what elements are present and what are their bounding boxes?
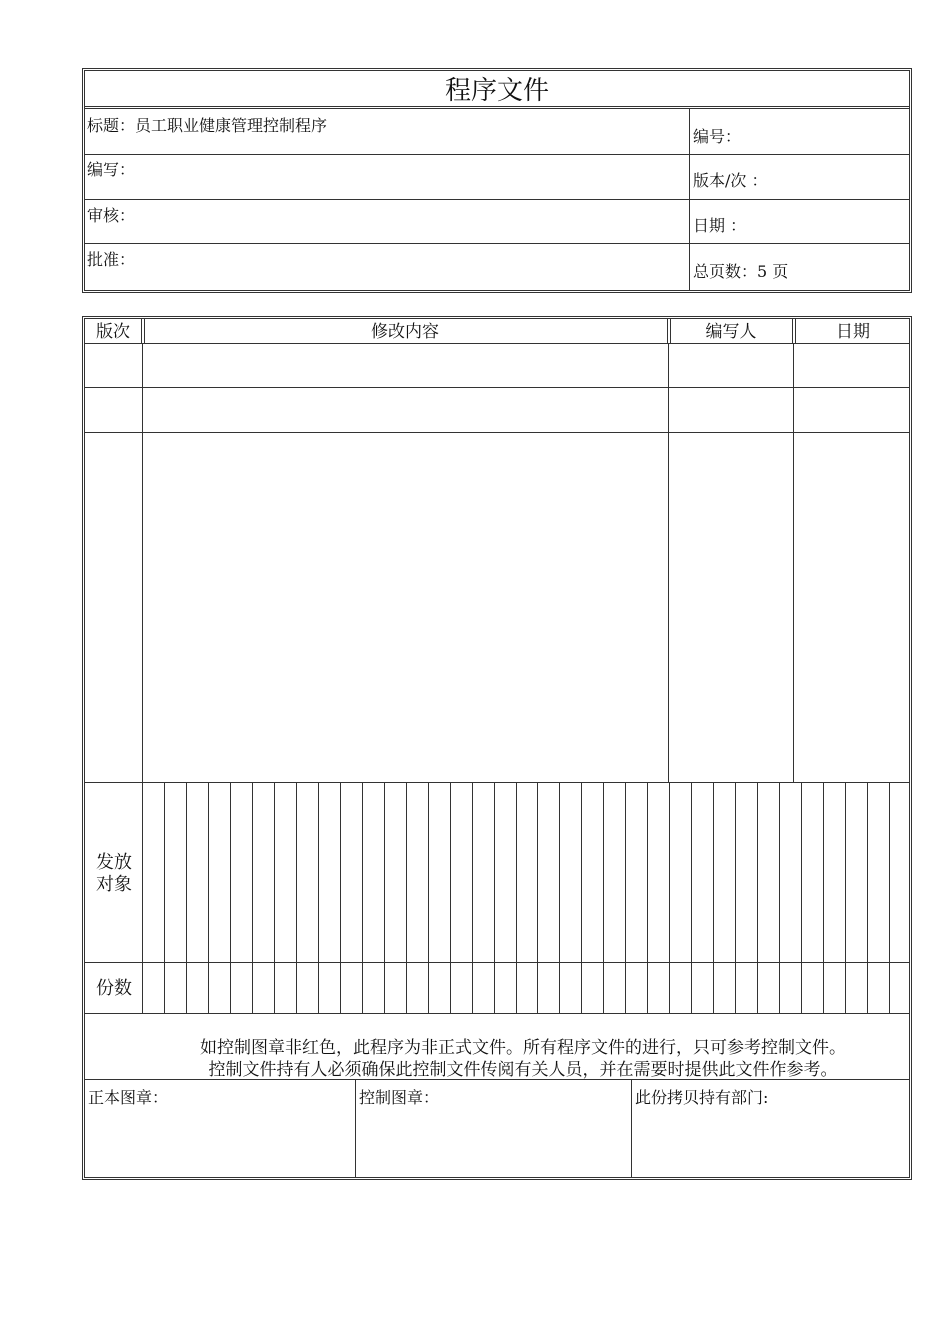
date-field: 日期 ：: [693, 216, 747, 235]
distribution-column-line: [230, 782, 231, 1013]
distribution-column-line: [164, 782, 165, 1013]
stamp-column-divider: [355, 1079, 356, 1177]
revision-distribution-form: [82, 316, 912, 1180]
version-field: 版本/次 ：: [693, 171, 768, 190]
revision-column-divider: [793, 343, 794, 782]
control-stamp-field: 控制图章：: [359, 1088, 440, 1107]
revision-row-divider: [85, 343, 909, 344]
distribution-column-line: [516, 782, 517, 1013]
distribution-column-line: [757, 782, 758, 1013]
approved-by-field: 批准：: [87, 250, 136, 269]
distribution-column-line: [647, 782, 648, 1013]
distribution-bottom-divider: [85, 1013, 909, 1014]
distribution-column-line: [537, 782, 538, 1013]
revision-column-divider: [668, 343, 669, 782]
distribution-column-line: [603, 782, 604, 1013]
revision-column-divider: [142, 343, 143, 782]
distribution-column-line: [691, 782, 692, 1013]
header-double-divider: [667, 319, 671, 343]
header-row-divider: [85, 199, 909, 200]
original-stamp-field: 正本图章：: [88, 1088, 169, 1107]
distribution-column-line: [735, 782, 736, 1013]
header-row-divider: [85, 243, 909, 244]
distribution-column-line: [274, 782, 275, 1013]
distribution-column-line: [252, 782, 253, 1013]
control-notice: [85, 1025, 909, 1091]
stamp-column-divider: [631, 1079, 632, 1177]
holder-department-field: 此份拷贝持有部门:: [635, 1088, 769, 1107]
distribution-column-line: [845, 782, 846, 1013]
distribution-column-line: [823, 782, 824, 1013]
distribution-column-line: [801, 782, 802, 1013]
copies-label: 份数: [96, 978, 132, 999]
content-column-header: 修改内容: [371, 322, 439, 342]
distribution-column-line: [581, 782, 582, 1013]
distribution-column-line: [406, 782, 407, 1013]
distribution-column-line: [296, 782, 297, 1013]
distribution-column-line: [867, 782, 868, 1013]
distribution-target-label: 发放对象: [96, 852, 132, 895]
distribution-column-line: [472, 782, 473, 1013]
distribution-column-line: [559, 782, 560, 1013]
revision-row-divider: [85, 387, 909, 388]
date-column-header: 日期: [836, 322, 870, 342]
distribution-column-line: [362, 782, 363, 1013]
distribution-column-line: [428, 782, 429, 1013]
distribution-column-line: [208, 782, 209, 1013]
document-title: 程序文件: [444, 76, 549, 106]
subject-field: 标题：员工职业健康管理控制程序: [87, 116, 328, 135]
title-divider: [85, 106, 909, 109]
header-row-divider: [85, 154, 909, 155]
distribution-column-line: [889, 782, 890, 1013]
distribution-column-line: [384, 782, 385, 1013]
reviewed-by-field: 审核：: [87, 206, 136, 225]
distribution-label-divider: [142, 782, 143, 1013]
version-column-header: 版次: [96, 322, 130, 342]
distribution-column-line: [669, 782, 670, 1013]
author-column-header: 编写人: [705, 322, 757, 342]
header-double-divider: [141, 319, 145, 343]
doc-number-field: 编号：: [693, 127, 742, 146]
distribution-column-line: [186, 782, 187, 1013]
notice-line-2: 控制文件持有人必须确保此控制文件传阅有关人员，并在需要时提供此文件作参考。: [208, 1060, 838, 1080]
prepared-by-field: 编写：: [87, 160, 136, 179]
stamp-row-divider: [85, 1079, 909, 1080]
revision-row-divider: [85, 432, 909, 433]
document-header-form: [82, 68, 912, 293]
total-pages-field: 总页数：5 页: [693, 262, 789, 281]
notice-line-1: 如控制图章非红色，此程序为非正式文件。所有程序文件的进行，只可参考控制文件。: [200, 1038, 846, 1058]
distribution-column-line: [340, 782, 341, 1013]
distribution-column-line: [450, 782, 451, 1013]
header-double-divider: [792, 319, 796, 343]
distribution-column-line: [494, 782, 495, 1013]
distribution-column-line: [318, 782, 319, 1013]
distribution-column-line: [779, 782, 780, 1013]
distribution-column-line: [713, 782, 714, 1013]
distribution-column-line: [625, 782, 626, 1013]
